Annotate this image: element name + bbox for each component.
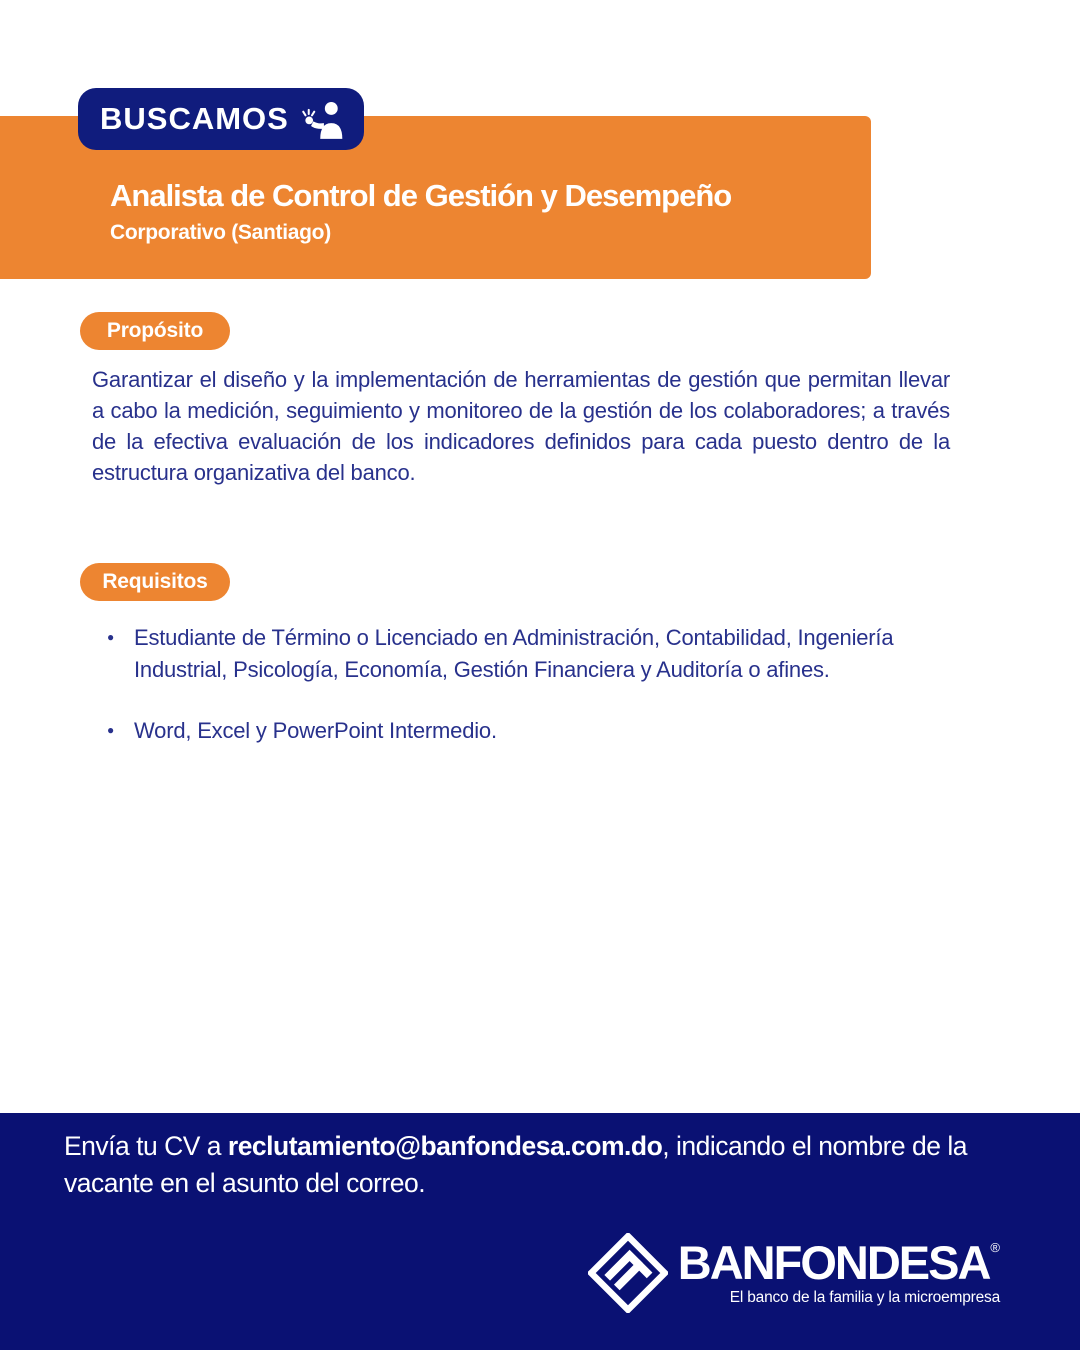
banfondesa-text-block: [677, 1236, 1000, 1307]
banfondesa-name-row: [677, 1236, 1000, 1289]
list-item: ● Estudiante de Término o Licenciado en Administración, Contabilidad, Ingeniería Industrial, Psicología, Economía, Gestión Financiera y Auditoría o afines.: [134, 622, 950, 685]
banfondesa-logo: [588, 1233, 1000, 1313]
job-title: Analista de Control de Gestión y Desempeño: [110, 178, 732, 213]
banfondesa-tagline: El banco de la familia y la microempresa: [729, 1289, 1000, 1306]
registered-trademark-icon: ®: [990, 1240, 1000, 1255]
job-title-block: [110, 178, 731, 245]
contact-email: reclutamiento@banfondesa.com.do: [227, 1131, 663, 1161]
job-location: Corporativo (Santiago): [110, 221, 331, 244]
cv-instructions: [64, 1128, 1029, 1202]
waving-person-icon: [300, 100, 346, 139]
cv-text-line2: vacante en el asunto del correo.: [64, 1168, 426, 1198]
banfondesa-wordmark: BANFONDESA: [677, 1236, 990, 1289]
cv-text-prefix: Envía tu CV a: [64, 1131, 228, 1161]
list-item: ● Word, Excel y PowerPoint Intermedio.: [134, 715, 950, 747]
requisitos-list: [134, 622, 950, 777]
proposito-pill: Propósito: [80, 312, 230, 350]
footer: [0, 1113, 1080, 1350]
cv-text-middle: , indicando el nombre de la: [662, 1131, 967, 1161]
buscamos-label: BUSCAMOS: [100, 101, 289, 136]
requisitos-pill: Requisitos: [80, 563, 230, 601]
proposito-text: Garantizar el diseño y la implementación de herramientas de gestión que permitan llevar a cabo la medición, seguimiento y monitoreo de la gestión de los colaboradores; a través de la efectiva evaluación de los indicadores definidos para cada puesto dentro de la estructura organizativa del banco.: [92, 367, 950, 485]
buscamos-badge: [78, 88, 364, 150]
banfondesa-diamond-icon: [588, 1233, 668, 1313]
